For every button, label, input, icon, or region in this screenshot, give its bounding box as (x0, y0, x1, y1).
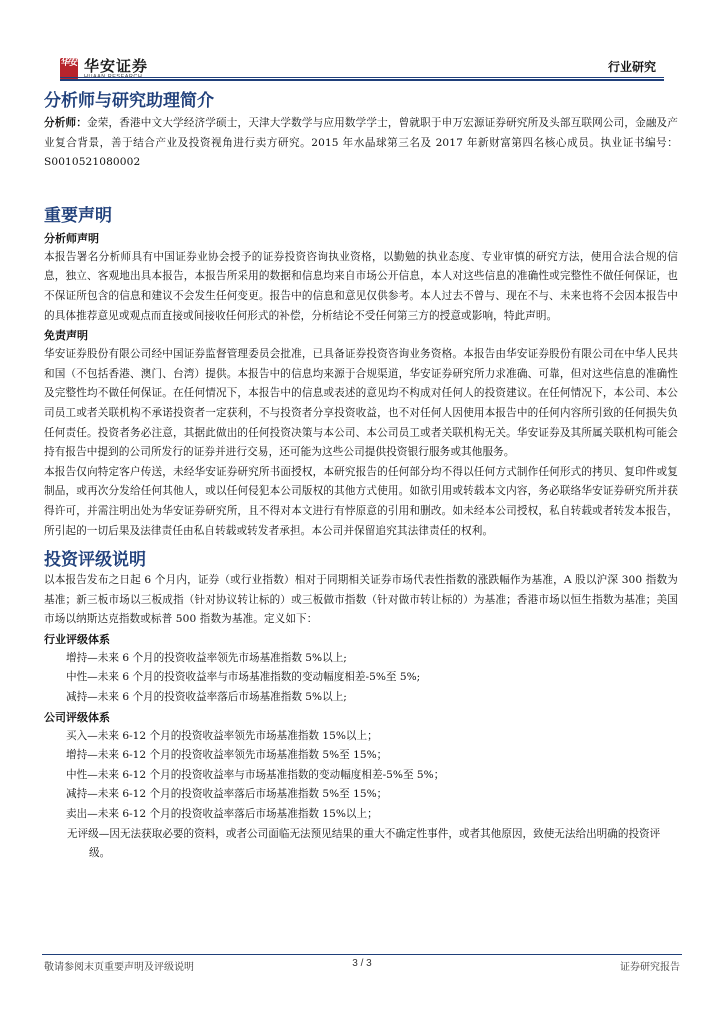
industry-rating-item: 减持—未来 6 个月的投资收益率落后市场基准指数 5%以上; (66, 691, 347, 704)
company-rating-item: 买入—未来 6-12 个月的投资收益率领先市场基准指数 15%以上； (66, 729, 378, 742)
page-content (44, 90, 678, 864)
industry-rating-title: 行业评级体系 (44, 632, 110, 646)
company-rating-item: 无评级—因无法获取必要的资料，或者公司面临无法预见结果的重大不确定性事件，或者其他原因，致使无法给出明确的投资评级。 (67, 827, 661, 860)
analyst-statement-text: 本报告署名分析师具有中国证券业协会授予的证券投资咨询执业资格，以勤勉的执业态度、专业审慎的研究方法，使用合法合规的信息，独立、客观地出具本报告，本报告所采用的数据和信息均来自市场公开信息，本人对这些信息的准确性或完整性不做任何保证，也不保证所包含的信息和建议不会发生任何变更。报告中的信息和意见仅供参考。本人过去不曾与、现在不与、未来也将不会因本报告中的具体推荐意见或观点而直接或间接收任何形式的补偿，分析结论不受任何第三方的授意或影响，特此声明。 (44, 250, 678, 322)
report-category: 行业研究 (607, 60, 656, 74)
industry-rating-list (44, 649, 678, 708)
logo-name-en: HUAAN RESEARCH (84, 74, 143, 80)
rating-intro: 以本报告发布之日起 6 个月内，证券（或行业指数）相对于同期相关证券市场代表性指数的涨跌幅作为基准，A 股以沪深 300 指数为基准；新三板市场以三板成指（针对协议转让标的）或三板做市指数（针对做市转让标的）为基准；香港市场以恒生指数为基准；美国市场以纳斯达克指数或标普 500 指数为基准。定义如下： (44, 574, 678, 626)
industry-rating-item: 中性—未来 6 个月的投资收益率与市场基准指数的变动幅度相差-5%至 5%; (66, 671, 421, 684)
company-rating-item: 增持—未来 6-12 个月的投资收益率领先市场基准指数 5%至 15%； (66, 749, 388, 762)
company-rating-item: 卖出—未来 6-12 个月的投资收益率落后市场基准指数 15%以上； (66, 808, 378, 821)
exemption-paragraph-2: 本报告仅向特定客户传送，未经华安证券研究所书面授权，本研究报告的任何部分均不得以任何方式制作任何形式的拷贝、复印件或复制品，或再次分发给任何其他人，或以任何侵犯本公司版权的其他方式使用。如欲引用或转载本文内容，务必联络华安证券研究所并获得许可，并需注明出处为华安证券研究所，且不得对本文进行有悖原意的引用和删改。如未经本公司授权，私自转载或者转发本报告，所引起的一切后果及法律责任由私自转载或转发者承担。本公司并保留追究其法律责任的权利。 (44, 465, 678, 537)
analyst-bio (44, 114, 678, 173)
analyst-bio-text: 金荣，香港中文大学经济学硕士，天津大学数学与应用数学学士，曾就职于申万宏源证券研究所及头部互联网公司，金融及产业复合背景，善于结合产业及投资视角进行卖方研究。2015 年水晶球第三名及 2017 年新财富第四名核心成员。执业证书编号：S0010521080002 (44, 117, 679, 169)
logo-seal: 华安 (60, 58, 78, 80)
footer-notice: 敬请参阅末页重要声明及评级说明 (44, 962, 194, 973)
industry-rating-item: 增持—未来 6 个月的投资收益率领先市场基准指数 5%以上; (66, 651, 347, 664)
exemption-title: 免责声明 (44, 329, 88, 343)
analyst-label: 分析师： (44, 117, 87, 129)
rating-section-title: 投资评级说明 (44, 550, 146, 571)
exemption-paragraph-1: 华安证券股份有限公司经中国证券监督管理委员会批准，已具备证券投资咨询业务资格。本报告由华安证券股份有限公司在中华人民共和国（不包括香港、澳门、台湾）提供。本报告中的信息均来源于合规渠道，华安证券研究所力求准确、可靠，但对这些信息的准确性及完整性均不做任何保证。在任何情况下，本报告中的信息或表述的意见均不构成对任何人的投资建议。在任何情况下，本公司、本公司员工或者关联机构不承诺投资者一定获利，不与投资者分享投资收益，也不对任何人因使用本报告中的任何内容所引致的任何损失负任何责任。投资者务必注意，其据此做出的任何投资决策与本公司、本公司员工或者关联机构无关。华安证券及其所属关联机构可能会持有报告中提到的公司所发行的证券并进行交易，还可能为这些公司提供投资银行服务或其他服务。 (44, 348, 678, 459)
analyst-section-title: 分析师与研究助理简介 (44, 91, 214, 111)
header-divider (60, 77, 664, 78)
header-divider-thick (60, 79, 664, 81)
company-rating-title: 公司评级体系 (44, 710, 110, 724)
footer-doc-type: 证券研究报告 (620, 962, 680, 973)
company-rating-item: 中性—未来 6-12 个月的投资收益率与市场基准指数的变动幅度相差-5%至 5%； (66, 768, 445, 781)
page-number: 3 / 3 (352, 958, 372, 969)
footer-divider (42, 954, 682, 955)
company-rating-list (44, 727, 678, 864)
company-rating-item: 减持—未来 6-12 个月的投资收益率落后市场基准指数 5%至 15%； (66, 788, 388, 801)
logo-name-cn: 华安证券 (84, 57, 149, 75)
analyst-statement-title: 分析师声明 (44, 231, 99, 245)
disclaimer-section-title: 重要声明 (44, 205, 112, 226)
